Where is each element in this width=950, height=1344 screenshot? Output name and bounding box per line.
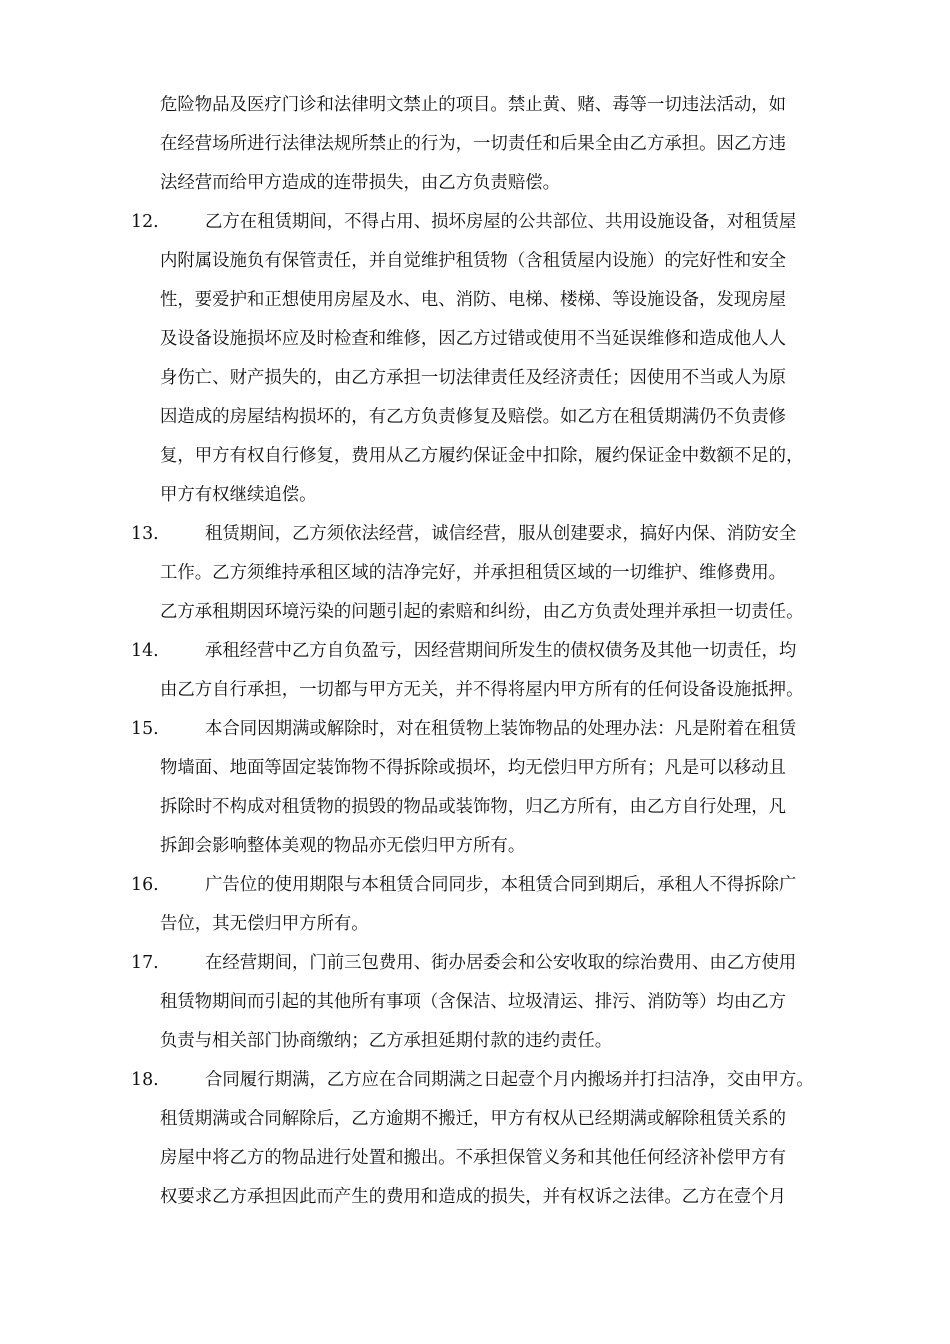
- clause-line: 工作。乙方须维持承租区域的洁净完好，并承担租赁区域的一切维护、维修费用。: [160, 563, 787, 583]
- clause-number: 18.: [131, 1070, 159, 1090]
- clause-number: 12.: [131, 212, 159, 232]
- clause-number: 15.: [131, 719, 159, 739]
- clause-line: 拆除时不构成对租赁物的损毁的物品或装饰物，归乙方所有，由乙方自行处理，凡: [160, 797, 787, 817]
- clause-line: 因造成的房屋结构损坏的，有乙方负责修复及赔偿。如乙方在租赁期满仍不负责修: [160, 407, 787, 427]
- clause-line: 拆卸会影响整体美观的物品亦无偿归甲方所有。: [160, 836, 526, 856]
- clause-line: 身伤亡、财产损失的，由乙方承担一切法律责任及经济责任；因使用不当或人为原: [160, 368, 787, 388]
- clause-line: 及设备设施损坏应及时检查和维修，因乙方过错或使用不当延误维修和造成他人人: [160, 329, 787, 349]
- clause-line: 内附属设施负有保管责任，并自觉维护租赁物（含租赁屋内设施）的完好性和安全: [160, 251, 787, 271]
- clause-line: 在经营期间，门前三包费用、街办居委会和公安收取的综治费用、由乙方使用: [205, 953, 797, 973]
- clause-line: 本合同因期满或解除时，对在租赁物上装饰物品的处理办法：凡是附着在租赁: [205, 719, 797, 739]
- clause-line: 房屋中将乙方的物品进行处置和搬出。不承担保管义务和其他任何经济补偿甲方有: [160, 1148, 787, 1168]
- clause-line: 乙方承租期因环境污染的问题引起的索赔和纠纷，由乙方负责处理并承担一切责任。: [160, 602, 804, 622]
- clause-line: 告位，其无偿归甲方所有。: [160, 914, 369, 934]
- clause-line: 承租经营中乙方自负盈亏，因经营期间所发生的债权债务及其他一切责任，均: [205, 641, 797, 661]
- clause-line: 乙方在租赁期间，不得占用、损坏房屋的公共部位、共用设施设备，对租赁屋: [205, 212, 797, 232]
- clause-line: 租赁期满或合同解除后，乙方逾期不搬迁，甲方有权从已经期满或解除租赁关系的: [160, 1109, 787, 1129]
- clause-line: 租赁物期间而引起的其他所有事项（含保洁、垃圾清运、排污、消防等）均由乙方: [160, 992, 787, 1012]
- clause-line: 租赁期间，乙方须依法经营，诚信经营，服从创建要求，搞好内保、消防安全: [205, 524, 797, 544]
- clause-line: 权要求乙方承担因此而产生的费用和造成的损失，并有权诉之法律。乙方在壹个月: [160, 1187, 787, 1207]
- clause-number: 14.: [131, 641, 159, 661]
- clause-line: 物墙面、地面等固定装饰物不得拆除或损坏，均无偿归甲方所有；凡是可以移动且: [160, 758, 787, 778]
- clause-line: 负责与相关部门协商缴纳；乙方承担延期付款的违约责任。: [160, 1031, 613, 1051]
- clause-number: 16.: [131, 875, 159, 895]
- continuation-line: 法经营而给甲方造成的连带损失，由乙方负责赔偿。: [160, 173, 560, 193]
- clause-line: 由乙方自行承担，一切都与甲方无关，并不得将屋内甲方所有的任何设备设施抵押。: [160, 680, 804, 700]
- continuation-line: 危险物品及医疗门诊和法律明文禁止的项目。禁止黄、赌、毒等一切违法活动，如: [160, 95, 787, 115]
- clause-number: 13.: [131, 524, 159, 544]
- clause-line: 甲方有权继续追偿。: [160, 485, 317, 505]
- clause-line: 合同履行期满，乙方应在合同期满之日起壹个月内搬场并打扫洁净，交由甲方。: [205, 1070, 814, 1090]
- clause-number: 17.: [131, 953, 159, 973]
- clause-line: 广告位的使用期限与本租赁合同同步，本租赁合同到期后，承租人不得拆除广: [205, 875, 797, 895]
- continuation-line: 在经营场所进行法律法规所禁止的行为，一切责任和后果全由乙方承担。因乙方违: [160, 134, 787, 154]
- clause-line: 复，甲方有权自行修复，费用从乙方履约保证金中扣除，履约保证金中数额不足的，: [160, 446, 804, 466]
- clause-line: 性，要爱护和正想使用房屋及水、电、消防、电梯、楼梯、等设施设备，发现房屋: [160, 290, 787, 310]
